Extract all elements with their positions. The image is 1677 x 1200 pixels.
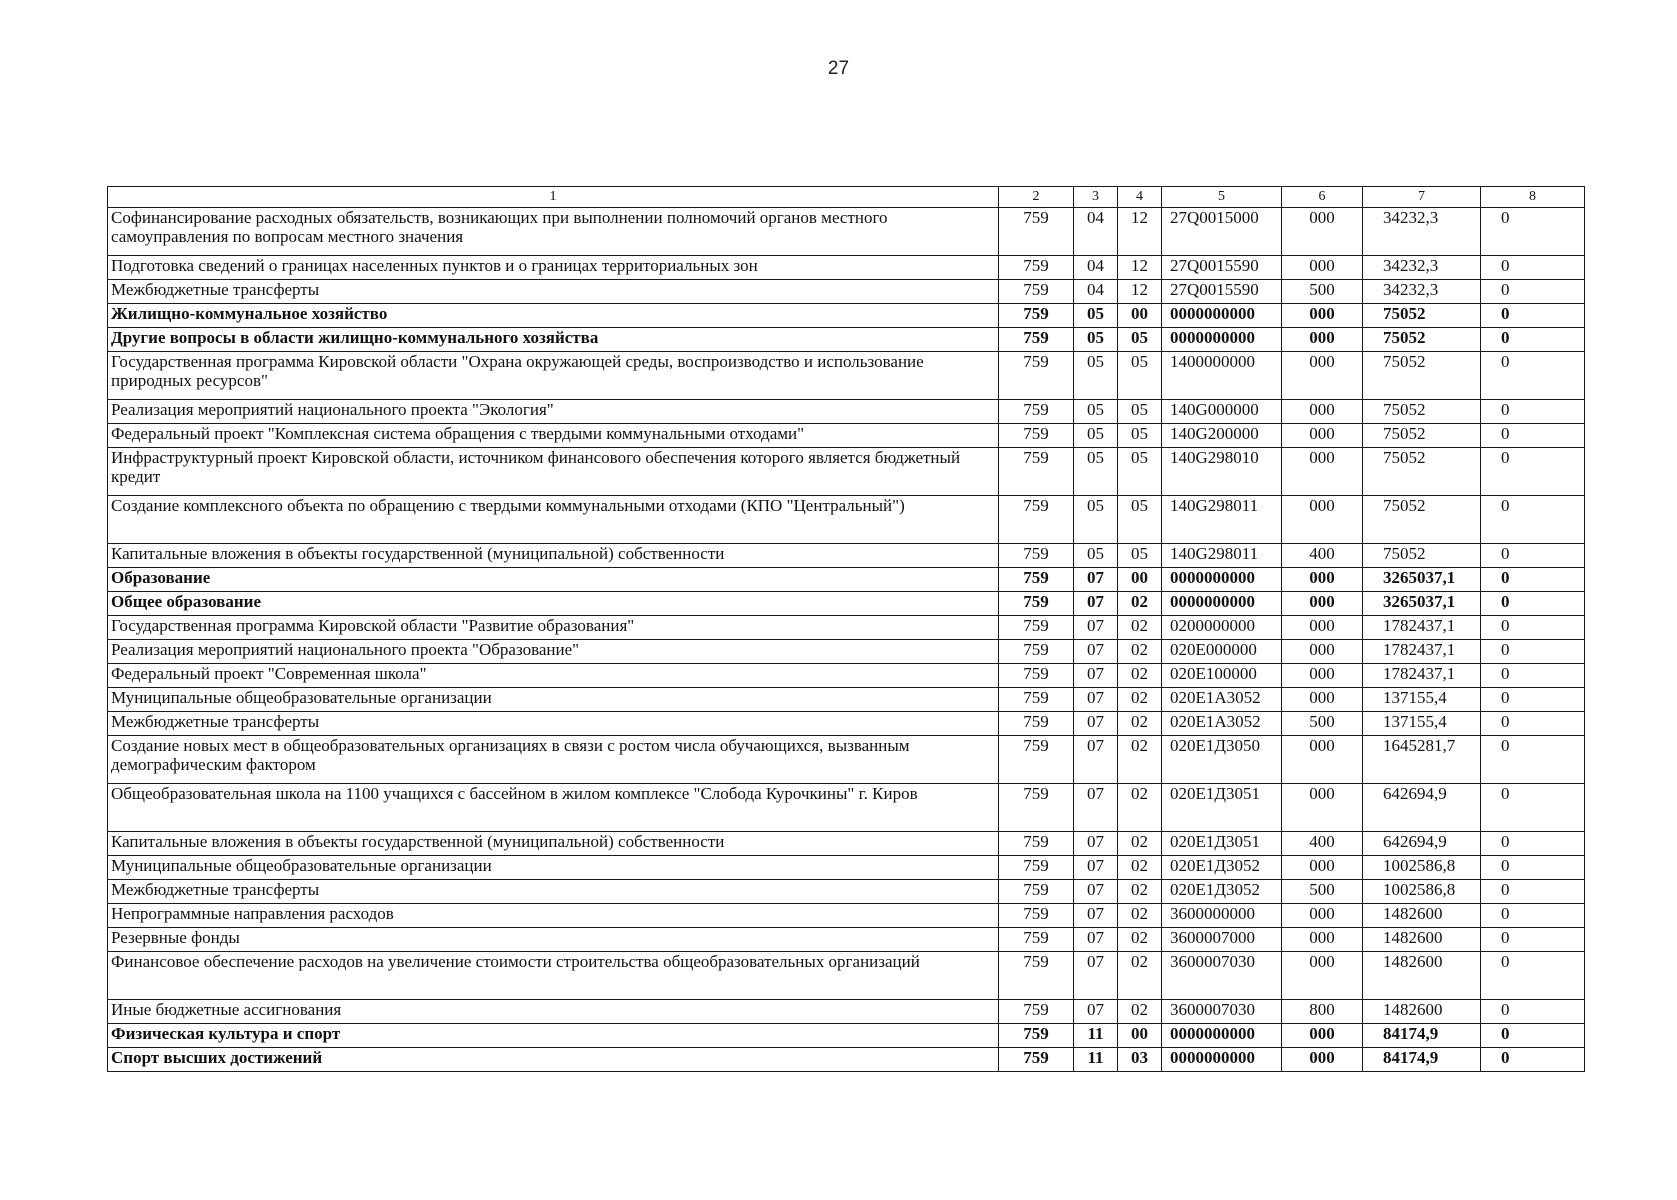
row-amount-cell: 642694,9	[1363, 832, 1481, 856]
table-row	[108, 952, 1585, 1000]
row-amount-cell: 1002586,8	[1363, 856, 1481, 880]
row-code-cell: 759	[999, 736, 1074, 784]
table-row	[108, 208, 1585, 256]
table-row	[108, 280, 1585, 304]
column-header: 5	[1162, 187, 1282, 208]
row-expense-type-cell: 000	[1282, 448, 1363, 496]
row-code-cell: 759	[999, 880, 1074, 904]
row-subsection-cell: 02	[1118, 952, 1162, 1000]
column-header: 8	[1481, 187, 1585, 208]
row-section-cell: 04	[1074, 208, 1118, 256]
row-name-cell: Общеобразовательная школа на 1100 учащихся с бассейном в жилом комплексе "Слобода Курочкины" г. Киров	[108, 784, 999, 832]
row-amount-cell: 75052	[1363, 496, 1481, 544]
row-subsection-cell: 02	[1118, 592, 1162, 616]
row-target-cell: 3600007030	[1162, 952, 1282, 1000]
row-amount-cell: 3265037,1	[1363, 592, 1481, 616]
row-name-cell: Жилищно-коммунальное хозяйство	[108, 304, 999, 328]
row-section-cell: 07	[1074, 952, 1118, 1000]
row-subsection-cell: 05	[1118, 544, 1162, 568]
row-name-cell: Резервные фонды	[108, 928, 999, 952]
row-expense-type-cell: 000	[1282, 400, 1363, 424]
row-subsection-cell: 05	[1118, 448, 1162, 496]
row-amount-cell: 137155,4	[1363, 688, 1481, 712]
row-col8-cell: 0	[1481, 424, 1585, 448]
row-code-cell: 759	[999, 448, 1074, 496]
row-expense-type-cell: 000	[1282, 424, 1363, 448]
row-amount-cell: 1482600	[1363, 904, 1481, 928]
row-code-cell: 759	[999, 280, 1074, 304]
row-subsection-cell: 05	[1118, 400, 1162, 424]
row-section-cell: 05	[1074, 424, 1118, 448]
table-row	[108, 448, 1585, 496]
row-subsection-cell: 02	[1118, 688, 1162, 712]
page-number: 27	[827, 58, 850, 79]
table-row	[108, 664, 1585, 688]
row-col8-cell: 0	[1481, 880, 1585, 904]
row-subsection-cell: 00	[1118, 568, 1162, 592]
row-name-cell: Реализация мероприятий национального проекта "Экология"	[108, 400, 999, 424]
row-code-cell: 759	[999, 544, 1074, 568]
row-section-cell: 05	[1074, 400, 1118, 424]
row-name-cell: Физическая культура и спорт	[108, 1024, 999, 1048]
row-section-cell: 07	[1074, 784, 1118, 832]
row-col8-cell: 0	[1481, 256, 1585, 280]
row-amount-cell: 34232,3	[1363, 208, 1481, 256]
row-subsection-cell: 02	[1118, 904, 1162, 928]
table-header	[108, 187, 1585, 208]
row-amount-cell: 84174,9	[1363, 1024, 1481, 1048]
row-target-cell: 0000000000	[1162, 1024, 1282, 1048]
row-target-cell: 27Q0015590	[1162, 280, 1282, 304]
row-expense-type-cell: 500	[1282, 880, 1363, 904]
row-col8-cell: 0	[1481, 568, 1585, 592]
row-code-cell: 759	[999, 256, 1074, 280]
row-expense-type-cell: 500	[1282, 712, 1363, 736]
row-name-cell: Другие вопросы в области жилищно-коммунального хозяйства	[108, 328, 999, 352]
row-amount-cell: 1645281,7	[1363, 736, 1481, 784]
row-amount-cell: 1782437,1	[1363, 664, 1481, 688]
row-amount-cell: 75052	[1363, 424, 1481, 448]
row-amount-cell: 75052	[1363, 352, 1481, 400]
row-name-cell: Федеральный проект "Комплексная система обращения с твердыми коммунальными отходами"	[108, 424, 999, 448]
row-amount-cell: 3265037,1	[1363, 568, 1481, 592]
row-subsection-cell: 02	[1118, 736, 1162, 784]
row-target-cell: 0000000000	[1162, 304, 1282, 328]
row-col8-cell: 0	[1481, 592, 1585, 616]
row-subsection-cell: 02	[1118, 928, 1162, 952]
row-target-cell: 020E1Д3052	[1162, 880, 1282, 904]
row-code-cell: 759	[999, 904, 1074, 928]
table-row	[108, 544, 1585, 568]
row-col8-cell: 0	[1481, 280, 1585, 304]
row-target-cell: 140G298010	[1162, 448, 1282, 496]
row-code-cell: 759	[999, 424, 1074, 448]
row-target-cell: 140G298011	[1162, 544, 1282, 568]
row-amount-cell: 1482600	[1363, 1000, 1481, 1024]
row-expense-type-cell: 000	[1282, 568, 1363, 592]
row-expense-type-cell: 000	[1282, 1024, 1363, 1048]
row-expense-type-cell: 000	[1282, 664, 1363, 688]
table-row	[108, 856, 1585, 880]
row-expense-type-cell: 000	[1282, 256, 1363, 280]
row-section-cell: 07	[1074, 736, 1118, 784]
budget-table	[107, 186, 1585, 1072]
row-col8-cell: 0	[1481, 784, 1585, 832]
table-row	[108, 880, 1585, 904]
row-name-cell: Образование	[108, 568, 999, 592]
row-section-cell: 07	[1074, 616, 1118, 640]
row-section-cell: 07	[1074, 664, 1118, 688]
row-name-cell: Инфраструктурный проект Кировской области, источником финансового обеспечения которого является бюджетный кредит	[108, 448, 999, 496]
table-row	[108, 640, 1585, 664]
row-name-cell: Федеральный проект "Современная школа"	[108, 664, 999, 688]
row-name-cell: Создание новых мест в общеобразовательных организациях в связи с ростом числа обучающихся, вызванным демографическим фактором	[108, 736, 999, 784]
row-target-cell: 020E1Д3052	[1162, 856, 1282, 880]
row-amount-cell: 1002586,8	[1363, 880, 1481, 904]
table-row	[108, 568, 1585, 592]
row-expense-type-cell: 000	[1282, 304, 1363, 328]
row-target-cell: 3600000000	[1162, 904, 1282, 928]
row-expense-type-cell: 000	[1282, 784, 1363, 832]
row-expense-type-cell: 000	[1282, 904, 1363, 928]
row-target-cell: 0000000000	[1162, 568, 1282, 592]
row-col8-cell: 0	[1481, 736, 1585, 784]
row-code-cell: 759	[999, 712, 1074, 736]
column-header: 2	[999, 187, 1074, 208]
row-name-cell: Спорт высших достижений	[108, 1048, 999, 1072]
row-subsection-cell: 02	[1118, 784, 1162, 832]
row-target-cell: 3600007030	[1162, 1000, 1282, 1024]
row-section-cell: 11	[1074, 1024, 1118, 1048]
row-col8-cell: 0	[1481, 304, 1585, 328]
row-section-cell: 07	[1074, 928, 1118, 952]
row-subsection-cell: 00	[1118, 1024, 1162, 1048]
row-section-cell: 11	[1074, 1048, 1118, 1072]
row-subsection-cell: 00	[1118, 304, 1162, 328]
row-target-cell: 1400000000	[1162, 352, 1282, 400]
row-subsection-cell: 05	[1118, 424, 1162, 448]
row-name-cell: Реализация мероприятий национального проекта "Образование"	[108, 640, 999, 664]
row-target-cell: 0000000000	[1162, 328, 1282, 352]
table-row	[108, 736, 1585, 784]
table-row	[108, 304, 1585, 328]
row-target-cell: 020E1Д3051	[1162, 784, 1282, 832]
row-col8-cell: 0	[1481, 400, 1585, 424]
row-amount-cell: 34232,3	[1363, 280, 1481, 304]
row-subsection-cell: 02	[1118, 640, 1162, 664]
row-expense-type-cell: 000	[1282, 736, 1363, 784]
row-subsection-cell: 02	[1118, 664, 1162, 688]
row-target-cell: 020E1A3052	[1162, 688, 1282, 712]
header-row	[108, 187, 1585, 208]
row-code-cell: 759	[999, 496, 1074, 544]
column-header: 4	[1118, 187, 1162, 208]
row-code-cell: 759	[999, 688, 1074, 712]
row-code-cell: 759	[999, 208, 1074, 256]
row-col8-cell: 0	[1481, 952, 1585, 1000]
row-code-cell: 759	[999, 1000, 1074, 1024]
row-subsection-cell: 05	[1118, 496, 1162, 544]
row-amount-cell: 75052	[1363, 448, 1481, 496]
row-subsection-cell: 02	[1118, 712, 1162, 736]
row-col8-cell: 0	[1481, 1024, 1585, 1048]
row-name-cell: Общее образование	[108, 592, 999, 616]
row-col8-cell: 0	[1481, 328, 1585, 352]
row-expense-type-cell: 000	[1282, 688, 1363, 712]
row-target-cell: 140G200000	[1162, 424, 1282, 448]
row-section-cell: 05	[1074, 328, 1118, 352]
row-expense-type-cell: 000	[1282, 928, 1363, 952]
row-name-cell: Подготовка сведений о границах населенных пунктов и о границах территориальных зон	[108, 256, 999, 280]
row-section-cell: 05	[1074, 352, 1118, 400]
table-row	[108, 400, 1585, 424]
row-amount-cell: 1782437,1	[1363, 616, 1481, 640]
row-name-cell: Финансовое обеспечение расходов на увеличение стоимости строительства общеобразовательных организаций	[108, 952, 999, 1000]
column-header: 1	[108, 187, 999, 208]
row-subsection-cell: 02	[1118, 880, 1162, 904]
row-expense-type-cell: 000	[1282, 208, 1363, 256]
row-expense-type-cell: 000	[1282, 616, 1363, 640]
row-subsection-cell: 05	[1118, 352, 1162, 400]
row-section-cell: 05	[1074, 496, 1118, 544]
row-target-cell: 020E1A3052	[1162, 712, 1282, 736]
row-name-cell: Иные бюджетные ассигнования	[108, 1000, 999, 1024]
row-name-cell: Софинансирование расходных обязательств, возникающих при выполнении полномочий органов местного самоуправления по вопросам местного значения	[108, 208, 999, 256]
row-subsection-cell: 02	[1118, 832, 1162, 856]
row-section-cell: 07	[1074, 856, 1118, 880]
row-col8-cell: 0	[1481, 448, 1585, 496]
row-target-cell: 27Q0015590	[1162, 256, 1282, 280]
row-section-cell: 05	[1074, 304, 1118, 328]
table-body	[108, 208, 1585, 1072]
row-code-cell: 759	[999, 928, 1074, 952]
row-name-cell: Муниципальные общеобразовательные организации	[108, 688, 999, 712]
row-expense-type-cell: 000	[1282, 952, 1363, 1000]
row-target-cell: 0000000000	[1162, 1048, 1282, 1072]
row-subsection-cell: 02	[1118, 616, 1162, 640]
row-expense-type-cell: 000	[1282, 856, 1363, 880]
table-row	[108, 904, 1585, 928]
row-name-cell: Создание комплексного объекта по обращению с твердыми коммунальными отходами (КПО "Центральный")	[108, 496, 999, 544]
row-code-cell: 759	[999, 304, 1074, 328]
row-col8-cell: 0	[1481, 496, 1585, 544]
row-amount-cell: 75052	[1363, 304, 1481, 328]
table-row	[108, 256, 1585, 280]
row-name-cell: Межбюджетные трансферты	[108, 880, 999, 904]
row-section-cell: 04	[1074, 256, 1118, 280]
row-col8-cell: 0	[1481, 352, 1585, 400]
row-target-cell: 020E000000	[1162, 640, 1282, 664]
row-col8-cell: 0	[1481, 712, 1585, 736]
column-header: 7	[1363, 187, 1481, 208]
row-name-cell: Государственная программа Кировской области "Развитие образования"	[108, 616, 999, 640]
row-code-cell: 759	[999, 1024, 1074, 1048]
row-subsection-cell: 12	[1118, 280, 1162, 304]
row-expense-type-cell: 000	[1282, 592, 1363, 616]
table-row	[108, 688, 1585, 712]
table-row	[108, 352, 1585, 400]
row-name-cell: Межбюджетные трансферты	[108, 712, 999, 736]
row-col8-cell: 0	[1481, 904, 1585, 928]
row-col8-cell: 0	[1481, 640, 1585, 664]
table-row	[108, 496, 1585, 544]
row-amount-cell: 75052	[1363, 328, 1481, 352]
row-col8-cell: 0	[1481, 688, 1585, 712]
row-subsection-cell: 02	[1118, 856, 1162, 880]
row-expense-type-cell: 400	[1282, 544, 1363, 568]
row-col8-cell: 0	[1481, 1048, 1585, 1072]
row-expense-type-cell: 000	[1282, 352, 1363, 400]
row-code-cell: 759	[999, 400, 1074, 424]
row-amount-cell: 1782437,1	[1363, 640, 1481, 664]
row-section-cell: 07	[1074, 712, 1118, 736]
row-name-cell: Государственная программа Кировской области "Охрана окружающей среды, воспроизводство и использование природных ресурсов"	[108, 352, 999, 400]
row-expense-type-cell: 500	[1282, 280, 1363, 304]
row-amount-cell: 1482600	[1363, 928, 1481, 952]
row-target-cell: 020E1Д3051	[1162, 832, 1282, 856]
row-section-cell: 07	[1074, 640, 1118, 664]
row-code-cell: 759	[999, 1048, 1074, 1072]
row-name-cell: Капитальные вложения в объекты государственной (муниципальной) собственности	[108, 544, 999, 568]
row-amount-cell: 75052	[1363, 544, 1481, 568]
row-target-cell: 020E1Д3050	[1162, 736, 1282, 784]
row-expense-type-cell: 000	[1282, 328, 1363, 352]
row-code-cell: 759	[999, 616, 1074, 640]
row-section-cell: 07	[1074, 688, 1118, 712]
table-row	[108, 784, 1585, 832]
row-col8-cell: 0	[1481, 208, 1585, 256]
row-code-cell: 759	[999, 664, 1074, 688]
row-expense-type-cell: 000	[1282, 1048, 1363, 1072]
row-col8-cell: 0	[1481, 616, 1585, 640]
row-code-cell: 759	[999, 784, 1074, 832]
row-code-cell: 759	[999, 592, 1074, 616]
row-subsection-cell: 03	[1118, 1048, 1162, 1072]
row-amount-cell: 642694,9	[1363, 784, 1481, 832]
row-target-cell: 27Q0015000	[1162, 208, 1282, 256]
row-target-cell: 140G298011	[1162, 496, 1282, 544]
row-code-cell: 759	[999, 352, 1074, 400]
row-col8-cell: 0	[1481, 832, 1585, 856]
column-header: 3	[1074, 187, 1118, 208]
row-target-cell: 3600007000	[1162, 928, 1282, 952]
row-expense-type-cell: 400	[1282, 832, 1363, 856]
row-section-cell: 05	[1074, 544, 1118, 568]
row-name-cell: Капитальные вложения в объекты государственной (муниципальной) собственности	[108, 832, 999, 856]
row-amount-cell: 1482600	[1363, 952, 1481, 1000]
row-name-cell: Межбюджетные трансферты	[108, 280, 999, 304]
row-col8-cell: 0	[1481, 856, 1585, 880]
table-row	[108, 1000, 1585, 1024]
row-section-cell: 04	[1074, 280, 1118, 304]
row-expense-type-cell: 000	[1282, 496, 1363, 544]
column-header: 6	[1282, 187, 1363, 208]
row-section-cell: 07	[1074, 904, 1118, 928]
table-row	[108, 712, 1585, 736]
row-section-cell: 07	[1074, 568, 1118, 592]
row-section-cell: 07	[1074, 1000, 1118, 1024]
row-subsection-cell: 02	[1118, 1000, 1162, 1024]
row-subsection-cell: 05	[1118, 328, 1162, 352]
row-section-cell: 05	[1074, 448, 1118, 496]
table-row	[108, 832, 1585, 856]
row-target-cell: 020E100000	[1162, 664, 1282, 688]
row-code-cell: 759	[999, 832, 1074, 856]
row-code-cell: 759	[999, 328, 1074, 352]
row-code-cell: 759	[999, 568, 1074, 592]
table-row	[108, 928, 1585, 952]
row-target-cell: 140G000000	[1162, 400, 1282, 424]
table-row	[108, 1048, 1585, 1072]
row-name-cell: Муниципальные общеобразовательные организации	[108, 856, 999, 880]
row-expense-type-cell: 000	[1282, 640, 1363, 664]
row-section-cell: 07	[1074, 880, 1118, 904]
row-name-cell: Непрограммные направления расходов	[108, 904, 999, 928]
row-code-cell: 759	[999, 856, 1074, 880]
row-expense-type-cell: 800	[1282, 1000, 1363, 1024]
table-row	[108, 328, 1585, 352]
row-target-cell: 0000000000	[1162, 592, 1282, 616]
row-col8-cell: 0	[1481, 1000, 1585, 1024]
row-col8-cell: 0	[1481, 664, 1585, 688]
table-row	[108, 1024, 1585, 1048]
row-col8-cell: 0	[1481, 544, 1585, 568]
row-target-cell: 0200000000	[1162, 616, 1282, 640]
row-code-cell: 759	[999, 640, 1074, 664]
row-amount-cell: 75052	[1363, 400, 1481, 424]
row-amount-cell: 34232,3	[1363, 256, 1481, 280]
row-code-cell: 759	[999, 952, 1074, 1000]
row-col8-cell: 0	[1481, 928, 1585, 952]
row-subsection-cell: 12	[1118, 208, 1162, 256]
table-row	[108, 616, 1585, 640]
table-row	[108, 592, 1585, 616]
row-amount-cell: 137155,4	[1363, 712, 1481, 736]
row-section-cell: 07	[1074, 592, 1118, 616]
row-amount-cell: 84174,9	[1363, 1048, 1481, 1072]
table-row	[108, 424, 1585, 448]
row-subsection-cell: 12	[1118, 256, 1162, 280]
row-section-cell: 07	[1074, 832, 1118, 856]
